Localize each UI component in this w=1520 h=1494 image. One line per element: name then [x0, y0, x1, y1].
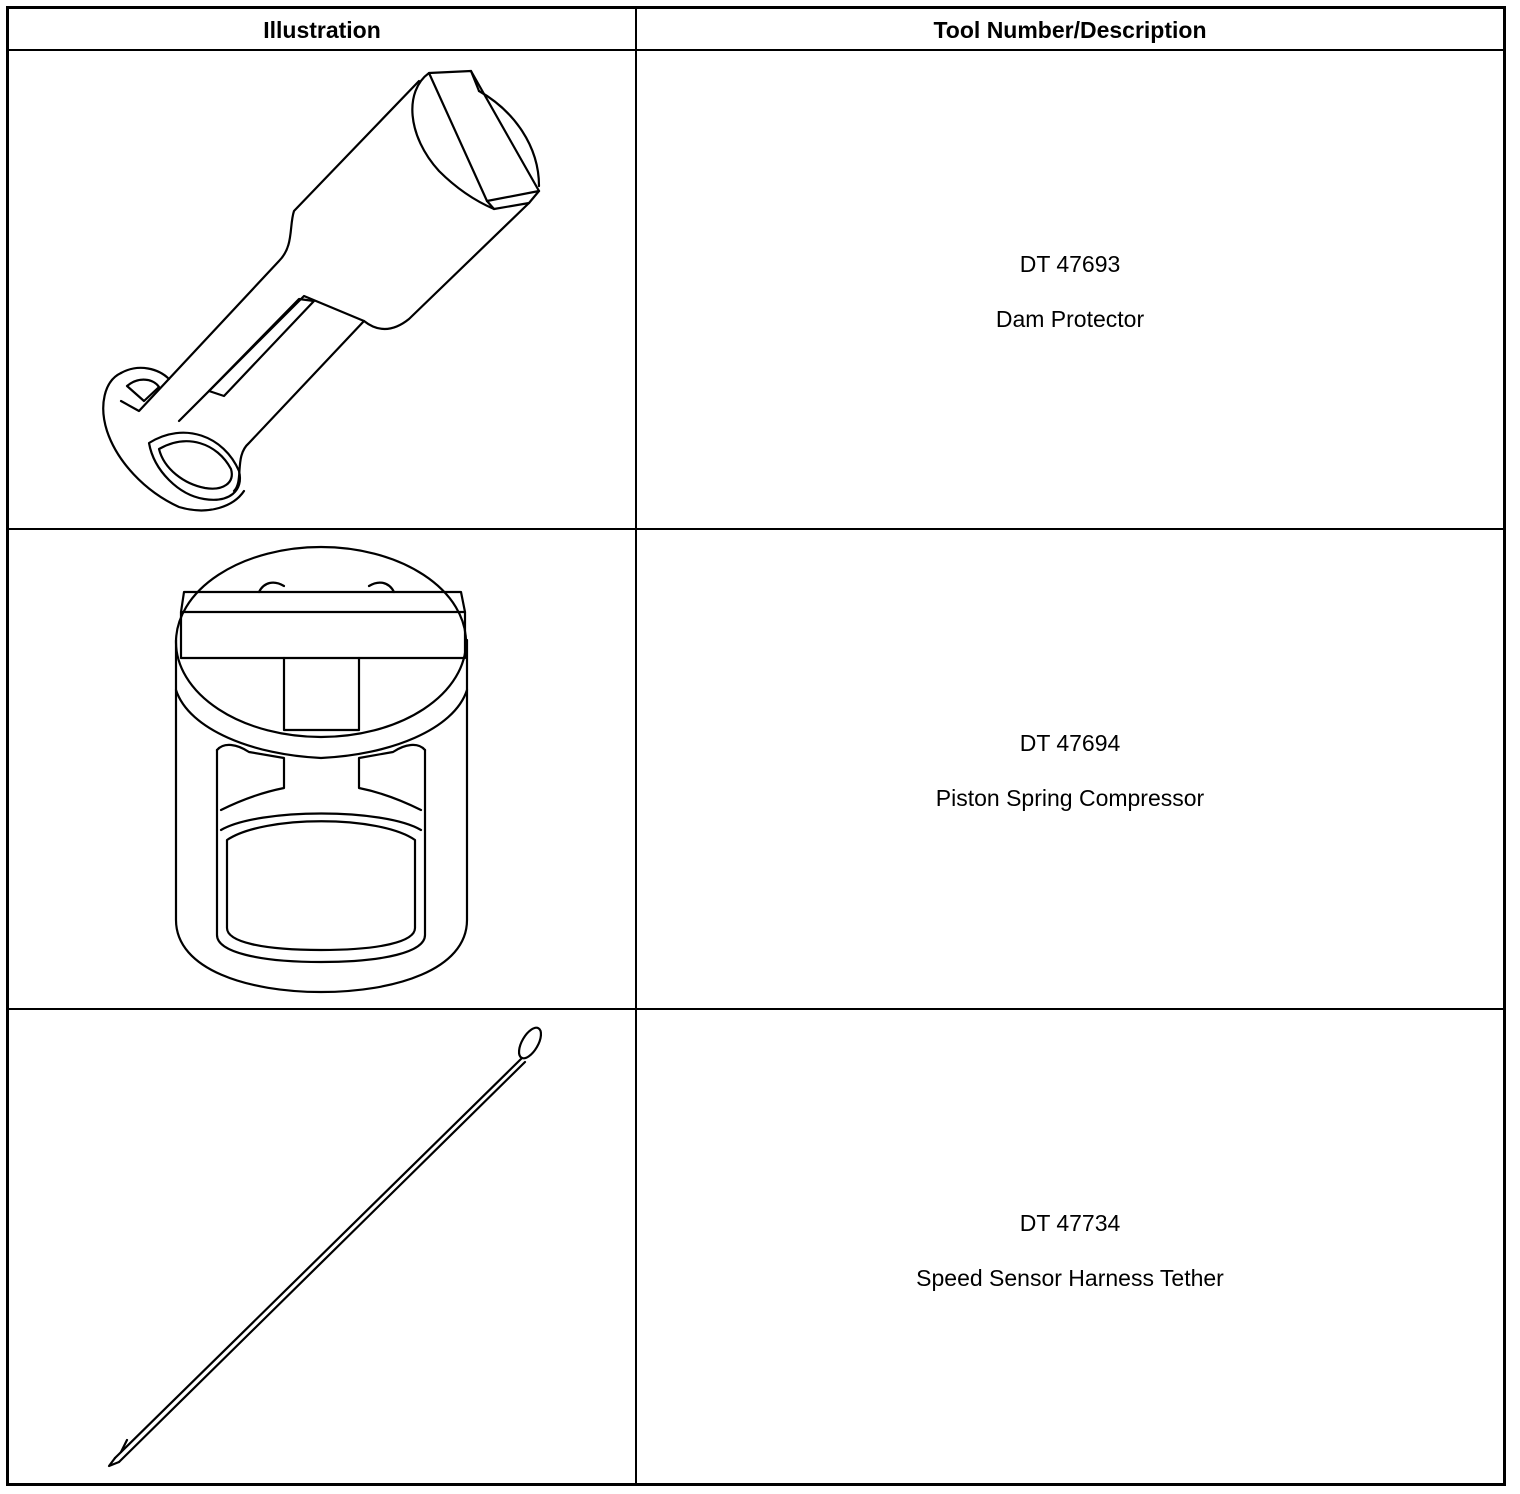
- piston-spring-compressor-illustration: [9, 530, 635, 1008]
- header-tool-description: Tool Number/Description: [933, 17, 1207, 43]
- tool-description: Dam Protector: [995, 306, 1145, 332]
- dam-protector-illustration: [9, 51, 635, 528]
- header-illustration: Illustration: [263, 17, 381, 43]
- tool-description: Piston Spring Compressor: [935, 785, 1205, 811]
- tool-number: DT 47694: [1019, 730, 1121, 756]
- tool-number: DT 47693: [1019, 251, 1121, 277]
- tool-description: Speed Sensor Harness Tether: [916, 1265, 1224, 1291]
- tool-table: [6, 6, 1506, 1486]
- tool-number: DT 47734: [1019, 1210, 1121, 1236]
- harness-tether-illustration: [9, 1010, 635, 1483]
